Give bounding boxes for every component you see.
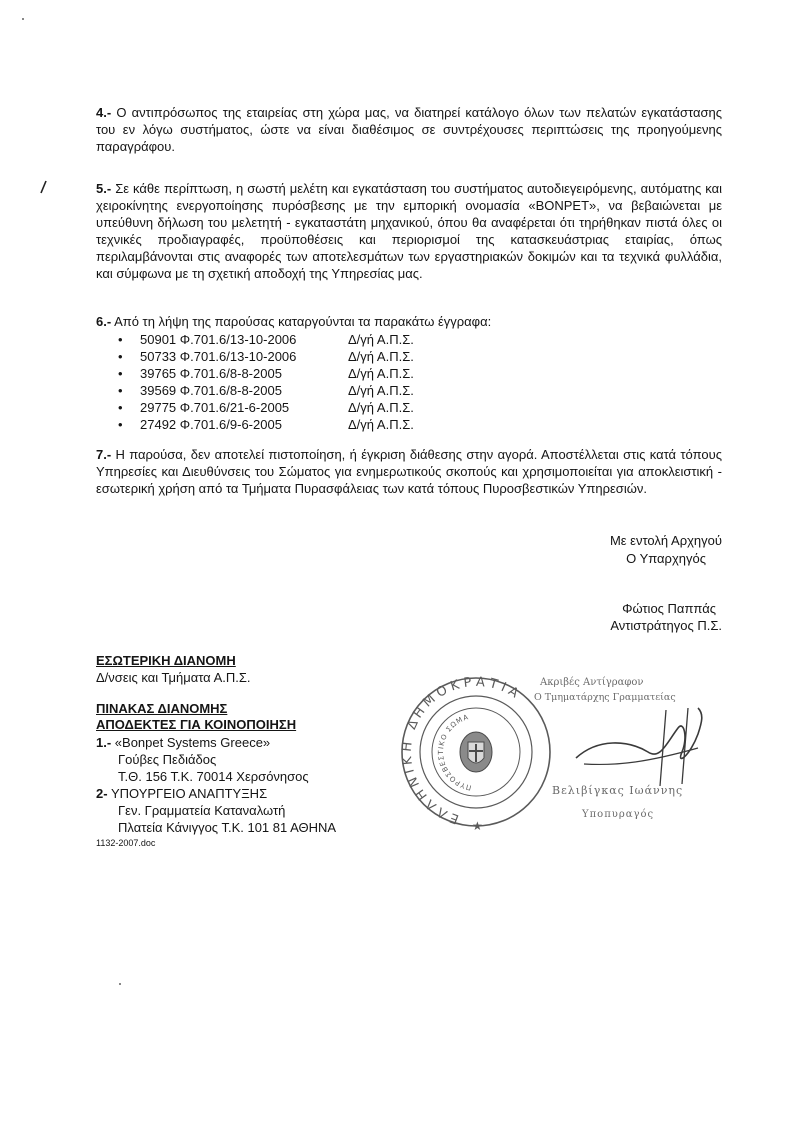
bullet-icon: • (118, 332, 123, 347)
recipient-number: 1.- (96, 735, 112, 750)
list-item (118, 399, 414, 416)
document-reference: 29775 Φ.701.6/21-6-2005 (140, 400, 290, 415)
scan-speck (22, 18, 24, 20)
signature-order-line: Με εντολή Αρχηγού (609, 533, 722, 548)
recipient-name: ΥΠΟΥΡΓΕΙΟ ΑΝΑΠΤΥΞΗΣ (110, 786, 268, 801)
official-stamp-area (398, 668, 728, 838)
paragraph-4 (96, 104, 722, 155)
list-item (118, 331, 414, 348)
bullet-icon: • (118, 400, 123, 415)
bullet-icon: • (118, 383, 123, 398)
document-department: Δ/γή Α.Π.Σ. (348, 349, 414, 364)
recipients-title: ΑΠΟΔΕΚΤΕΣ ΓΙΑ ΚΟΙΝΟΠΟΙΗΣΗ (96, 717, 297, 732)
seal-ring-text: ΕΛΛΗΝΙΚΗ ΔΗΜΟΚΡΑΤΙΑ (399, 674, 525, 827)
paragraph-text: Η παρούσα, δεν αποτελεί πιστοποίηση, ή έγκριση διάθεσης στην αγορά. Αποστέλλεται στις κατά τόπους Υπηρεσίες και Διευθύνσεις του Σώματος για ενημερωτικούς σκοπούς και χρησιμοποιείται για αποκλειστική - εσωτερική χρήση από τα Τμήματα Πυρασφάλειας των κατά τόπους Πυροσβεστικών Υπηρεσιών. (96, 447, 722, 496)
list-item (118, 348, 414, 365)
certified-copy-text: Ακριβές Αντίγραφον (540, 677, 644, 688)
paragraph-5 (96, 180, 722, 282)
document-department: Δ/γή Α.Π.Σ. (348, 383, 414, 398)
paragraph-number: 7.- (96, 447, 112, 462)
signatory-name: Φώτιος Παππάς (622, 601, 716, 616)
internal-distribution-text: Δ/νσεις και Τμήματα Α.Π.Σ. (96, 670, 251, 685)
recipient-number: 2- (96, 786, 108, 801)
paragraph-7 (96, 446, 722, 497)
distribution-table-title: ΠΙΝΑΚΑΣ ΔΙΑΝΟΜΗΣ (96, 701, 228, 716)
margin-tick-mark (38, 180, 48, 198)
paragraph-text: Σε κάθε περίπτωση, η σωστή μελέτη και εγκατάσταση του συστήματος αυτοδιεγειρόμενης, αυτόματης και χειροκίνητης ενεργοποίησης πυρόσβεσης με την εμπορική ονομασία «BONPET», να βεβαιώνεται με υπεύθυνη δήλωση του μελετητή - εγκαταστάτη μηχανικού, όπου θα αναφέρεται ότι τηρήθηκαν πιστά όλες οι τεχνικές προδιαγραφές, προϋποθέσεις και περιορισμοί της κατασκευάστριας εταιρίας, όπως περιλαμβάνονται στις αναφορές των αποτελεσμάτων των εργαστηριακών δοκιμών και τα τεχνικά φυλλάδια, και σύμφωνα με τη σχετική αποδοχή της Υπηρεσίας μας. (96, 181, 722, 281)
cancelled-documents-list (118, 331, 414, 433)
certifier-rank: Υποπυραγός (582, 809, 655, 820)
list-item (118, 382, 414, 399)
document-reference: 50901 Φ.701.6/13-10-2006 (140, 332, 297, 347)
document-reference: 50733 Φ.701.6/13-10-2006 (140, 349, 297, 364)
bullet-icon: • (118, 417, 123, 432)
recipient-2-line-2: Γεν. Γραμματεία Καταναλωτή (118, 803, 286, 818)
paragraph-number: 4.- (96, 105, 112, 120)
list-item (118, 365, 414, 382)
list-item (118, 416, 414, 433)
document-reference: 27492 Φ.701.6/9-6-2005 (140, 417, 282, 432)
scan-speck (119, 983, 121, 985)
document-department: Δ/γή Α.Π.Σ. (348, 417, 414, 432)
seal-inner-text: ΠΥΡΟΣΒΕΣΤΙΚΟ ΣΩΜΑ (436, 713, 473, 792)
file-name: 1132-2007.doc (96, 838, 156, 848)
signatory-rank: Αντιστράτηγος Π.Σ. (610, 618, 722, 633)
document-reference: 39569 Φ.701.6/8-8-2005 (140, 383, 282, 398)
bullet-icon: • (118, 349, 123, 364)
paragraph-6 (96, 313, 722, 330)
signature-deputy-line: Ο Υπαρχηγός (626, 551, 706, 566)
bullet-icon: • (118, 366, 123, 381)
paragraph-text: Ο αντιπρόσωπος της εταιρείας στη χώρα μας, να διατηρεί κατάλογο όλων των πελατών εγκατάστασης του εν λόγω συστήματος, ώστε να είναι διαθέσιμος σε συντρέχουσες περιπτώσεις της προηγούμενης παραγράφου. (96, 105, 722, 154)
internal-distribution-title: ΕΣΩΤΕΡΙΚΗ ΔΙΑΝΟΜΗ (96, 653, 236, 668)
recipient-2 (96, 785, 267, 802)
certifier-name: Βελιβίγκας Ιωάννης (552, 784, 684, 797)
recipient-1-line-2: Γούβες Πεδιάδος (118, 752, 217, 767)
document-department: Δ/γή Α.Π.Σ. (348, 366, 414, 381)
paragraph-text: Από τη λήψη της παρούσας καταργούνται τα παρακάτω έγγραφα: (114, 314, 492, 329)
department-head-text: Ο Τμηματάρχης Γραμματείας (534, 692, 676, 703)
document-department: Δ/γή Α.Π.Σ. (348, 400, 414, 415)
document-department: Δ/γή Α.Π.Σ. (348, 332, 414, 347)
document-reference: 39765 Φ.701.6/8-8-2005 (140, 366, 282, 381)
svg-text:★: ★ (472, 819, 483, 833)
recipient-1 (96, 734, 270, 751)
recipient-name: «Bonpet Systems Greece» (114, 735, 271, 750)
recipient-2-line-3: Πλατεία Κάνιγγος Τ.Κ. 101 81 ΑΘΗΝΑ (118, 820, 337, 835)
recipient-1-line-3: Τ.Θ. 156 Τ.Κ. 70014 Χερσόνησος (118, 769, 309, 784)
paragraph-number: 5.- (96, 181, 112, 196)
paragraph-number: 6.- (96, 314, 112, 329)
